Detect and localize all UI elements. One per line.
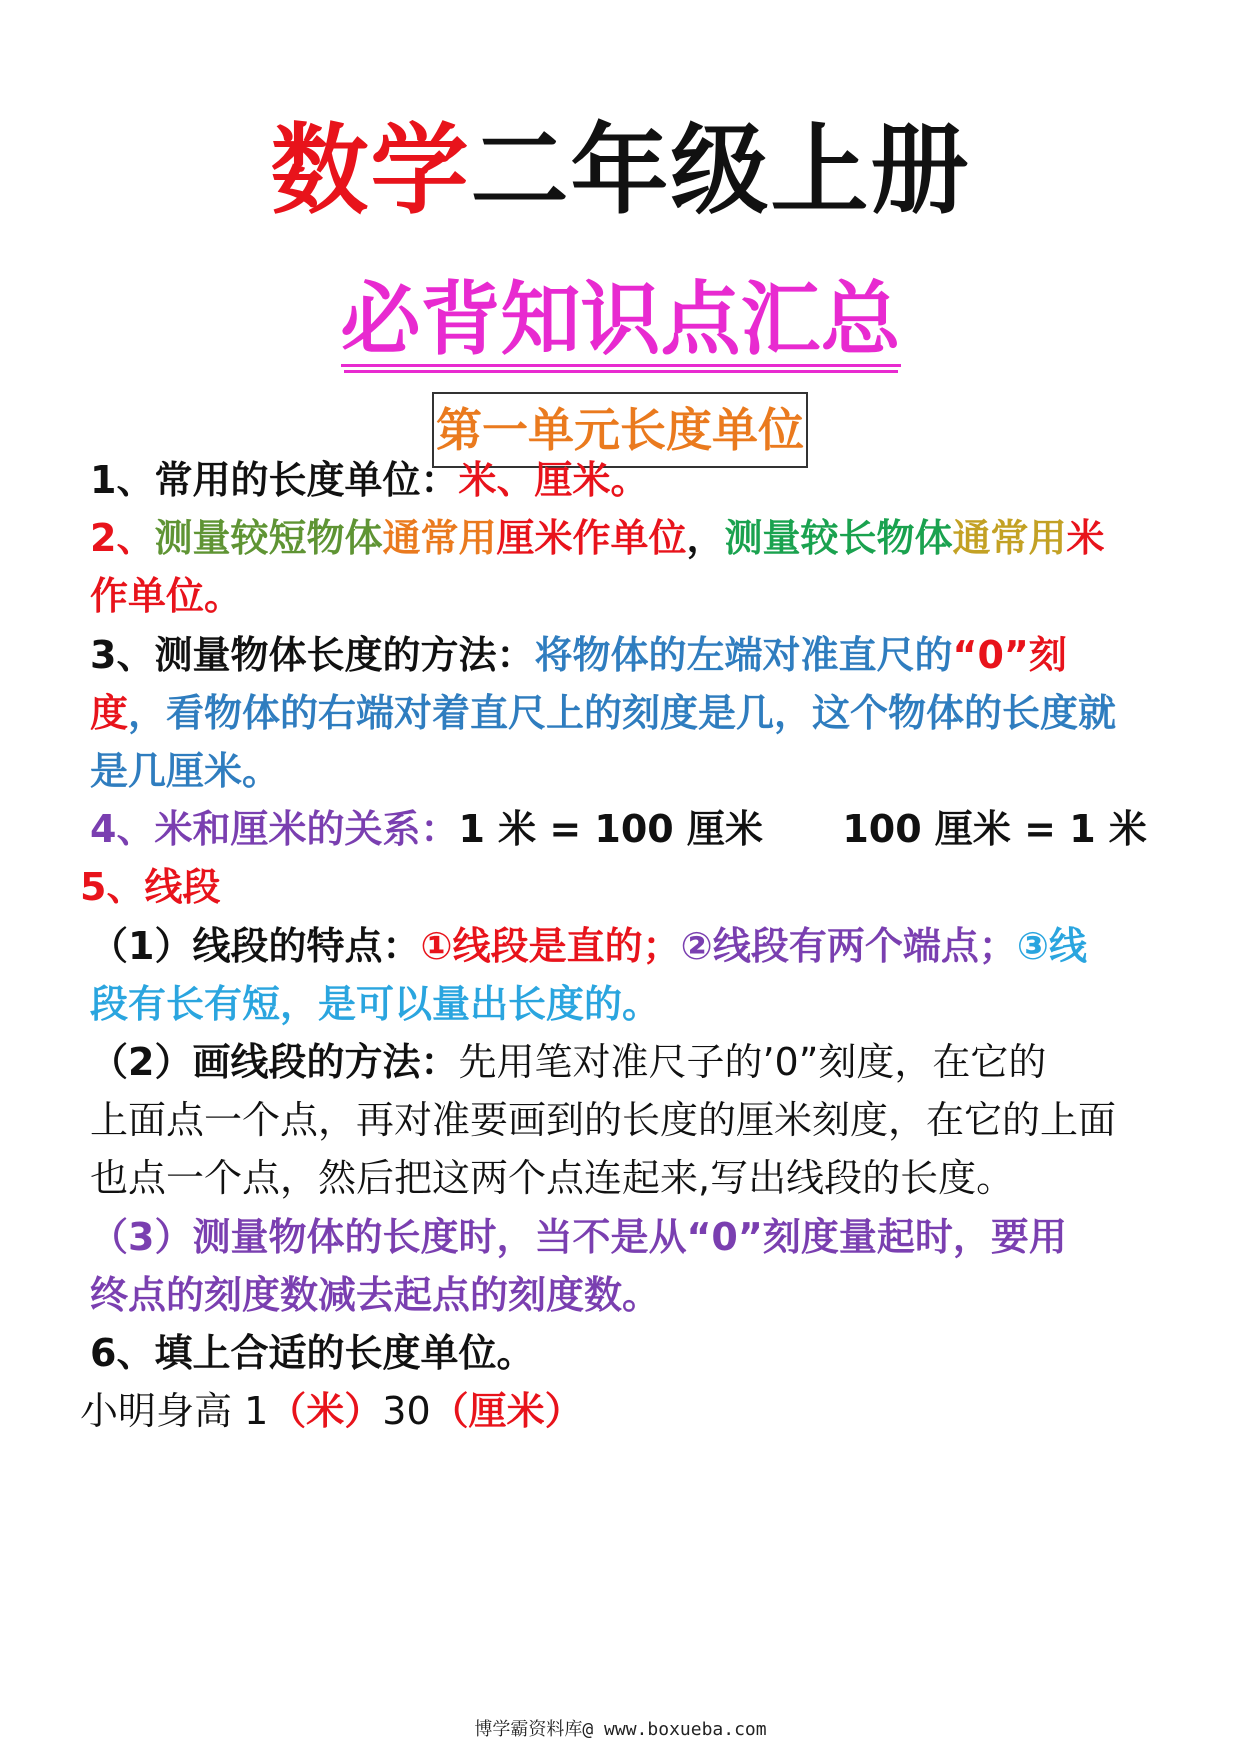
item-4-relation: 1 米 = 100 厘米 100 厘米 = 1 米 bbox=[458, 807, 1147, 851]
item-5-1-point-3: ③线 bbox=[1016, 924, 1088, 968]
item-6-answer-cm: （厘米） bbox=[430, 1389, 583, 1433]
item-6-heading: 6、填上合适的长度单位。 bbox=[90, 1331, 535, 1375]
item-2-meter: 米 bbox=[1066, 516, 1105, 560]
item-2-cm-unit: 厘米作单位 bbox=[496, 516, 687, 560]
item-5-2-label: （2）画线段的方法： bbox=[90, 1040, 459, 1084]
item-1-label: 1、常用的长度单位： bbox=[90, 458, 459, 502]
page-subtitle bbox=[0, 273, 1241, 367]
line-12 bbox=[90, 1098, 1117, 1142]
item-3-zero-mark: “0”刻 bbox=[952, 633, 1067, 677]
item-5-1-point-1: ①线段是直的； bbox=[420, 924, 681, 968]
item-5-heading: 5、线段 bbox=[80, 865, 221, 909]
line-2 bbox=[90, 516, 1105, 560]
item-2-number: 2、 bbox=[90, 516, 155, 560]
item-3-label: 3、测量物体长度的方法： bbox=[90, 633, 535, 677]
line-3 bbox=[90, 574, 243, 618]
item-3-read-text: ，看物体的右端对着直尺上的刻度是几，这个物体的长度就 bbox=[128, 691, 1117, 735]
item-5-1-point-3-cont: 段有长有短，是可以量出长度的。 bbox=[90, 982, 661, 1026]
item-3-du: 度 bbox=[90, 691, 129, 735]
item-1-answer: 米、厘米。 bbox=[458, 458, 649, 502]
footer-watermark: 博学霸资料库@ www.boxueba.com bbox=[474, 1719, 767, 1740]
line-8 bbox=[80, 865, 221, 909]
line-15 bbox=[90, 1273, 661, 1317]
page-title bbox=[0, 114, 1241, 228]
line-17 bbox=[80, 1389, 583, 1433]
line-11 bbox=[90, 1040, 1047, 1084]
line-1 bbox=[90, 458, 649, 502]
subtitle-text: 必背知识点汇总 bbox=[340, 273, 901, 366]
title-part-math: 数学 bbox=[270, 114, 471, 228]
unit-title-box: 第一单元长度单位 bbox=[432, 392, 808, 468]
line-16 bbox=[90, 1331, 535, 1375]
item-4-label: 4、米和厘米的关系： bbox=[90, 807, 459, 851]
line-13 bbox=[90, 1156, 1015, 1200]
item-3-align-text: 将物体的左端对准直尺的 bbox=[534, 633, 953, 677]
item-5-3-text: （3）测量物体的长度时，当不是从“0”刻度量起时，要用 bbox=[90, 1215, 1067, 1259]
item-6-example-number: 30 bbox=[382, 1389, 431, 1433]
item-2-usually-2: 通常用 bbox=[952, 516, 1067, 560]
line-5 bbox=[90, 691, 1117, 735]
item-2-comma: ， bbox=[686, 516, 725, 560]
item-6-example-prefix: 小明身高 1 bbox=[80, 1389, 269, 1433]
item-2-short-objects: 测量较短物体 bbox=[154, 516, 383, 560]
item-3-end: 是几厘米。 bbox=[90, 749, 281, 793]
item-5-1-point-2: ②线段有两个端点； bbox=[680, 924, 1017, 968]
item-5-2-text-2: 上面点一个点，再对准要画到的长度的厘米刻度，在它的上面 bbox=[90, 1098, 1117, 1142]
line-10 bbox=[90, 982, 661, 1026]
item-2-usually: 通常用 bbox=[382, 516, 497, 560]
item-6-answer-meter: （米） bbox=[268, 1389, 383, 1433]
item-2-meter-unit: 作单位。 bbox=[90, 574, 243, 618]
line-9 bbox=[90, 924, 1088, 968]
item-5-2-text: 先用笔对准尺子的’0”刻度，在它的 bbox=[458, 1040, 1047, 1084]
item-2-long-objects: 测量较长物体 bbox=[724, 516, 953, 560]
line-4 bbox=[90, 633, 1067, 677]
line-7 bbox=[90, 807, 1147, 851]
line-6 bbox=[90, 749, 281, 793]
item-5-3-text-2: 终点的刻度数减去起点的刻度数。 bbox=[90, 1273, 661, 1317]
title-part-grade: 二年级上册 bbox=[470, 114, 971, 228]
item-5-2-text-3: 也点一个点，然后把这两个点连起来,写出线段的长度。 bbox=[90, 1156, 1015, 1200]
item-5-1-label: （1）线段的特点： bbox=[90, 924, 421, 968]
line-14 bbox=[90, 1215, 1067, 1259]
